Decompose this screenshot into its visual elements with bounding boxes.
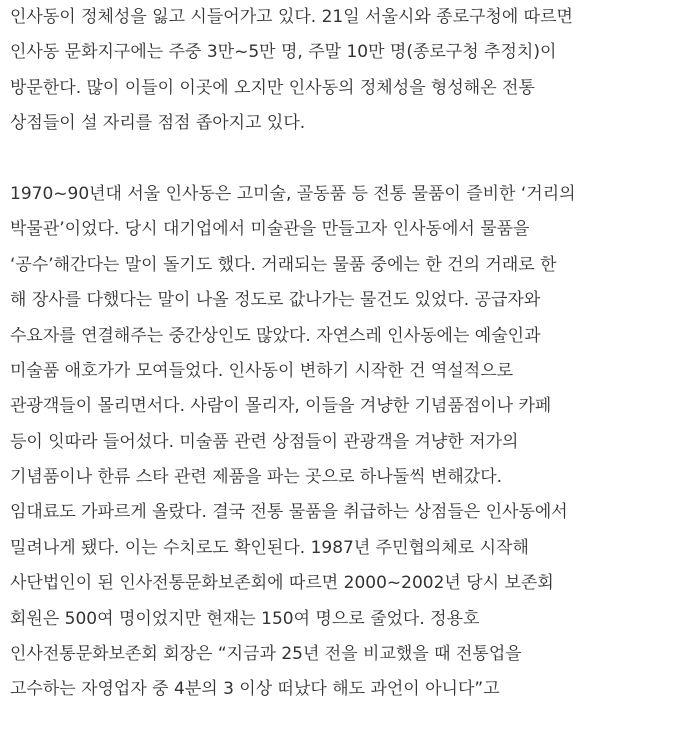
text-line: 등이 잇따라 들어섰다. 미술품 관련 상점들이 관광객을 겨냥한 저가의 — [10, 431, 519, 452]
text-line: 관광객들이 몰리면서다. 사람이 몰리자, 이들을 겨냥한 기념품점이나 카페 — [10, 396, 552, 417]
text-line: 인사동 문화지구에는 주중 3만~5만 명, 주말 10만 명(종로구청 추정치)이 — [10, 42, 557, 63]
text-line: 상점들이 설 자리를 점점 좁아지고 있다. — [10, 113, 306, 134]
text-line: 해 장사를 다했다는 말이 나올 정도로 값나가는 물건도 있었다. 공급자와 — [10, 290, 541, 311]
article-paragraph — [10, 0, 686, 142]
text-line: 회원은 500여 명이었지만 현재는 150여 명으로 줄었다. 정용호 — [10, 608, 480, 629]
text-line: 1970~90년대 서울 인사동은 고미술, 골동품 등 전통 물품이 즐비한 ‘거리의 — [10, 183, 576, 204]
text-line: 인사동이 정체성을 잃고 시들어가고 있다. 21일 서울시와 종로구청에 따르면 — [10, 7, 573, 27]
article-body — [10, 0, 686, 708]
article-paragraph — [10, 177, 686, 708]
text-line: 기념품이나 한류 스타 관련 제품을 파는 곳으로 하나둘씩 변해갔다. — [10, 467, 503, 488]
text-line: 밀려나게 됐다. 이는 수치로도 확인된다. 1987년 주민협의체로 시작해 — [10, 537, 529, 558]
paragraph-spacer — [10, 142, 686, 177]
text-line: 미술품 애호가가 모여들었다. 인사동이 변하기 시작한 건 역설적으로 — [10, 360, 514, 381]
text-line: 고수하는 자영업자 중 4분의 3 이상 떠났다 해도 과언이 아니다”고 — [10, 679, 500, 700]
text-line: 수요자를 연결해주는 중간상인도 많았다. 자연스레 인사동에는 예술인과 — [10, 325, 541, 346]
text-line: 임대료도 가파르게 올랐다. 결국 전통 물품을 취급하는 상점들은 인사동에서 — [10, 502, 568, 523]
text-line: 사단법인이 된 인사전통문화보존회에 따르면 2000~2002년 당시 보존회 — [10, 573, 554, 594]
text-line: 인사전통문화보존회 회장은 “지금과 25년 전을 비교했을 때 전통업을 — [10, 644, 522, 665]
text-line: ‘공수’해간다는 말이 돌기도 했다. 거래되는 물품 중에는 한 건의 거래로 한 — [10, 254, 557, 275]
text-line: 박물관’이었다. 당시 대기업에서 미술관을 만들고자 인사동에서 물품을 — [10, 219, 530, 240]
text-line: 방문한다. 많이 이들이 이곳에 오지만 인사동의 정체성을 형성해온 전통 — [10, 77, 535, 98]
